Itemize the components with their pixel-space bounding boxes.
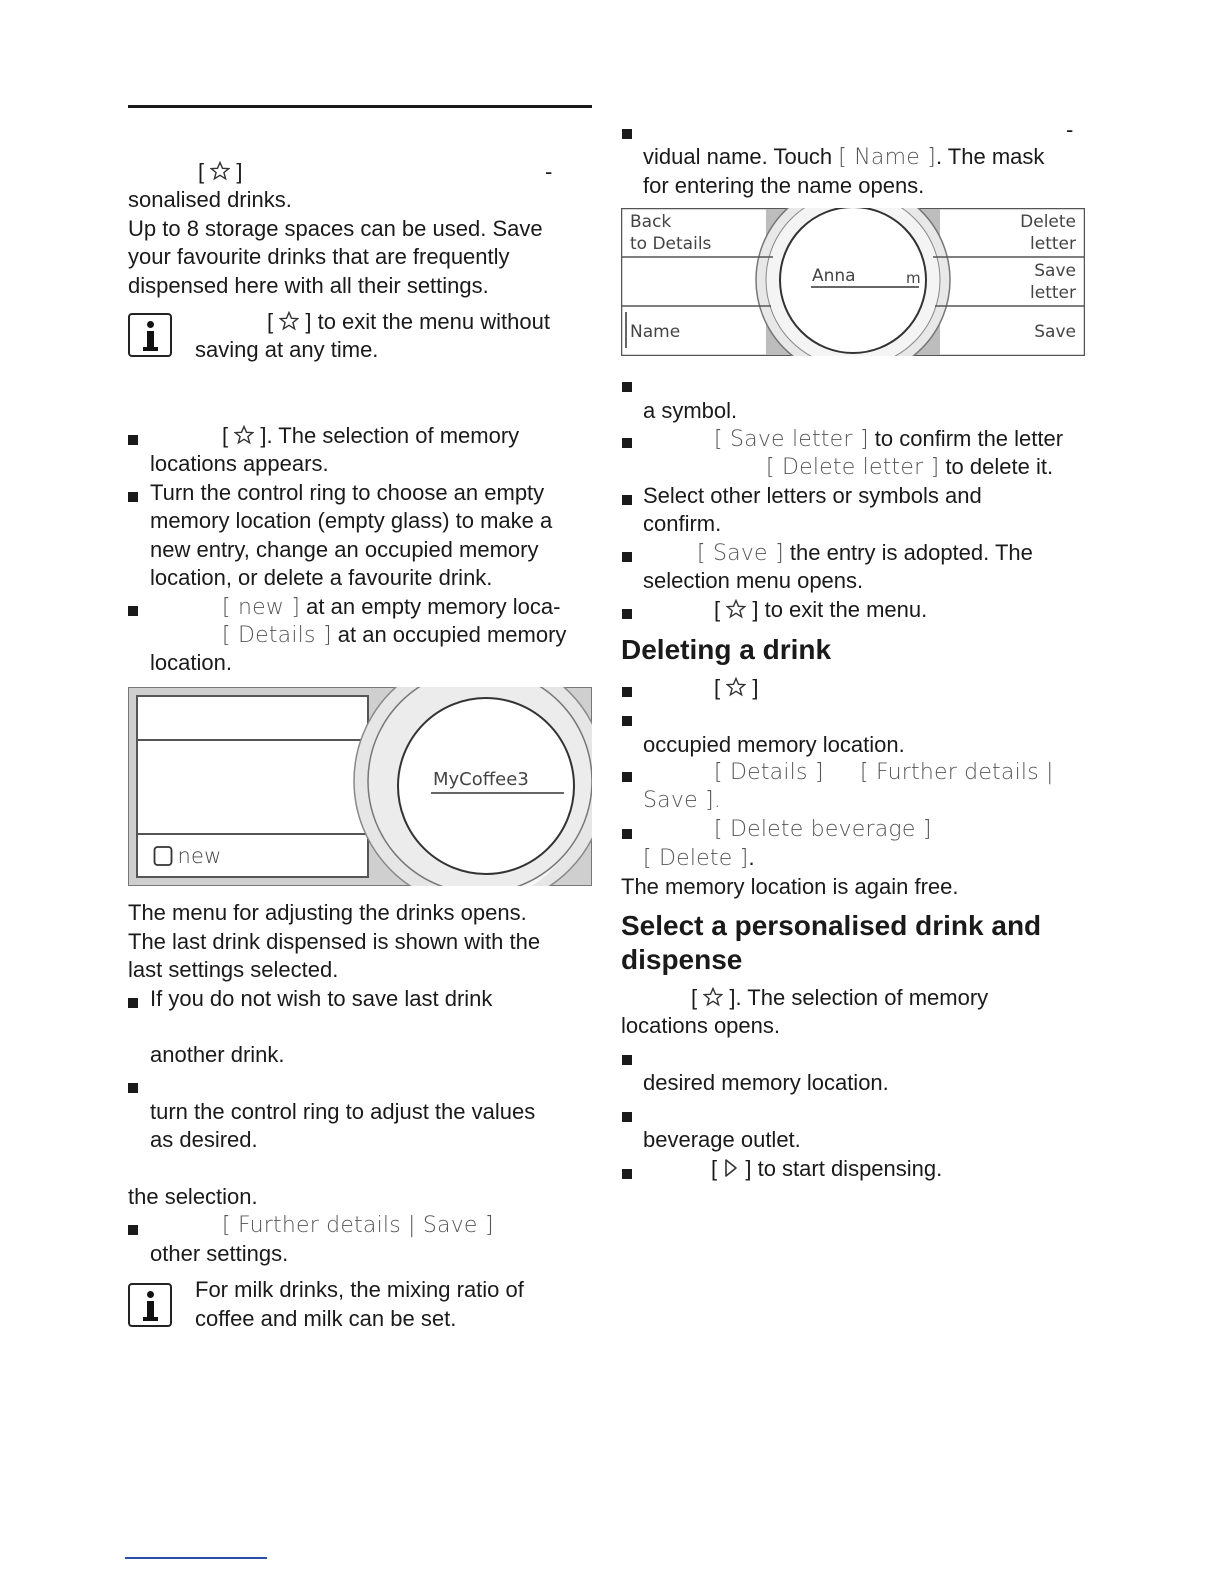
bullet-icon	[622, 549, 632, 567]
star-icon	[726, 599, 746, 619]
body-text: The last drink dispensed is shown with the	[128, 929, 541, 954]
step-line: [ Delete ].	[643, 845, 755, 871]
bullet-icon	[622, 606, 632, 624]
drink-name-field[interactable]: MyCoffee3	[433, 769, 529, 790]
save-button-ref: [ Save ]	[697, 541, 784, 566]
letter-selector[interactable]: m	[906, 269, 921, 287]
heading-deleting-drink: Deleting a drink	[621, 634, 832, 665]
info-icon	[128, 1283, 172, 1327]
step-line: occupied memory location.	[643, 732, 905, 757]
storage-text: your favourite drinks that are frequently	[128, 244, 510, 269]
save-button-ref: Save ].	[643, 788, 721, 813]
name-entry-text[interactable]: Anna	[812, 266, 856, 286]
step-line: [ ] to exit the menu.	[714, 597, 928, 622]
step-line: [ new ] at an empty memory loca-	[222, 594, 561, 620]
step-line: [ Save letter ] to confirm the letter	[714, 426, 1064, 452]
further-details-button-ref: [ Further details | Save ]	[222, 1213, 494, 1238]
checkbox-icon	[153, 845, 173, 867]
hyphen: -	[1066, 117, 1074, 142]
new-button-ref: [ new ]	[222, 595, 301, 620]
bullet-icon	[622, 826, 632, 844]
name-field[interactable]: Name	[630, 322, 681, 342]
body-text: The memory location is again free.	[621, 874, 959, 899]
step-line: another drink.	[150, 1042, 285, 1067]
play-icon	[723, 1158, 739, 1178]
hyphen: -	[545, 159, 553, 184]
heading-select-drink: dispense	[621, 944, 743, 975]
bullet-icon	[622, 126, 632, 144]
step-line: [ Details ] at an occupied memory	[222, 622, 567, 648]
step-line: Turn the control ring to choose an empty	[150, 480, 545, 505]
step-line: memory location (empty glass) to make a	[150, 508, 553, 533]
step-line: a symbol.	[643, 398, 738, 423]
step-line: locations appears.	[150, 451, 329, 476]
bullet-icon	[622, 492, 632, 510]
info-text: to exit the menu without	[317, 309, 550, 334]
star-icon	[279, 311, 299, 331]
step-line: confirm.	[643, 511, 722, 536]
step-line: beverage outlet.	[643, 1127, 801, 1152]
body-text: the selection.	[128, 1184, 258, 1209]
step-line: for entering the name opens.	[643, 173, 925, 198]
delete-letter-button[interactable]: Delete letter	[1020, 212, 1076, 254]
step-line: as desired.	[150, 1127, 258, 1152]
bullet-icon	[622, 379, 632, 397]
storage-text: dispensed here with all their settings.	[128, 273, 489, 298]
step-line: vidual name. Touch [ Name ]. The mask	[643, 144, 1045, 170]
bullet-icon	[128, 432, 138, 450]
name-entry-screen	[621, 208, 1085, 356]
details-button-ref: [ Details ]	[714, 760, 824, 785]
star-button-ref: [ ]	[714, 675, 759, 700]
step-line: If you do not wish to save last drink	[150, 986, 493, 1011]
storage-text: Up to 8 storage spaces can be used. Save	[128, 216, 543, 241]
bullet-icon	[622, 769, 632, 787]
step-line: new entry, change an occupied memory	[150, 537, 539, 562]
star-icon	[234, 425, 254, 445]
bullet-icon	[622, 1166, 632, 1184]
further-details-button-ref: [ Further details |	[860, 760, 1054, 785]
info-text: coffee and milk can be set.	[195, 1306, 457, 1331]
step-line: [ Delete letter ] to delete it.	[766, 454, 1054, 480]
heading-select-drink: Select a personalised drink and	[621, 910, 1042, 941]
bullet-icon	[622, 1109, 632, 1127]
step-line: [ ]. The selection of memory	[222, 423, 520, 448]
info-star-ref: [ ] to exit the menu without	[267, 309, 550, 334]
bullet-icon	[622, 1052, 632, 1070]
body-text: locations opens.	[621, 1013, 780, 1038]
step-line: location.	[150, 650, 232, 675]
intro-line: sonalised drinks.	[128, 187, 292, 212]
step-line: turn the control ring to adjust the values	[150, 1099, 536, 1124]
footer-rule	[125, 1557, 267, 1559]
step-line: desired memory location.	[643, 1070, 889, 1095]
step-line: Select other letters or symbols and	[643, 483, 982, 508]
delete-beverage-button-ref: [ Delete beverage ]	[714, 817, 932, 842]
bullet-icon	[128, 489, 138, 507]
body-text: The menu for adjusting the drinks opens.	[128, 900, 527, 925]
bullet-icon	[128, 995, 138, 1013]
star-icon	[703, 987, 723, 1007]
info-text: For milk drinks, the mixing ratio of	[195, 1277, 524, 1302]
body-text: last settings selected.	[128, 957, 339, 982]
name-button-ref: [ Name ]	[838, 145, 936, 170]
bullet-icon	[128, 603, 138, 621]
delete-button-ref: [ Delete ]	[643, 846, 749, 871]
save-button[interactable]: Save	[1034, 322, 1076, 342]
save-letter-button-ref: [ Save letter ]	[714, 427, 869, 452]
new-label: new	[177, 844, 222, 868]
info-icon	[128, 313, 172, 357]
details-button-ref: [ Details ]	[222, 623, 332, 648]
step-line: [ ] to start dispensing.	[711, 1156, 943, 1181]
info-text: saving at any time.	[195, 337, 379, 362]
bullet-icon	[622, 713, 632, 731]
memory-location-screen	[128, 687, 592, 886]
bullet-icon	[128, 1222, 138, 1240]
top-rule	[128, 105, 592, 108]
step-line: [ Save ] the entry is adopted. The	[697, 540, 1033, 566]
delete-letter-button-ref: [ Delete letter ]	[766, 455, 940, 480]
step-line: other settings.	[150, 1241, 289, 1266]
new-entry-button[interactable]	[153, 844, 221, 868]
bullet-icon	[622, 435, 632, 453]
step-line: selection menu opens.	[643, 568, 864, 593]
body-text: [ ]. The selection of memory	[691, 985, 989, 1010]
star-icon	[726, 677, 746, 697]
star-icon	[210, 161, 230, 181]
star-button-ref: [ ]	[198, 159, 243, 184]
bullet-icon	[128, 1080, 138, 1098]
back-to-details-button[interactable]: Back to Details	[630, 212, 712, 254]
step-line: location, or delete a favourite drink.	[150, 565, 493, 590]
save-letter-button[interactable]: Save letter	[1030, 261, 1076, 303]
bullet-icon	[622, 684, 632, 702]
